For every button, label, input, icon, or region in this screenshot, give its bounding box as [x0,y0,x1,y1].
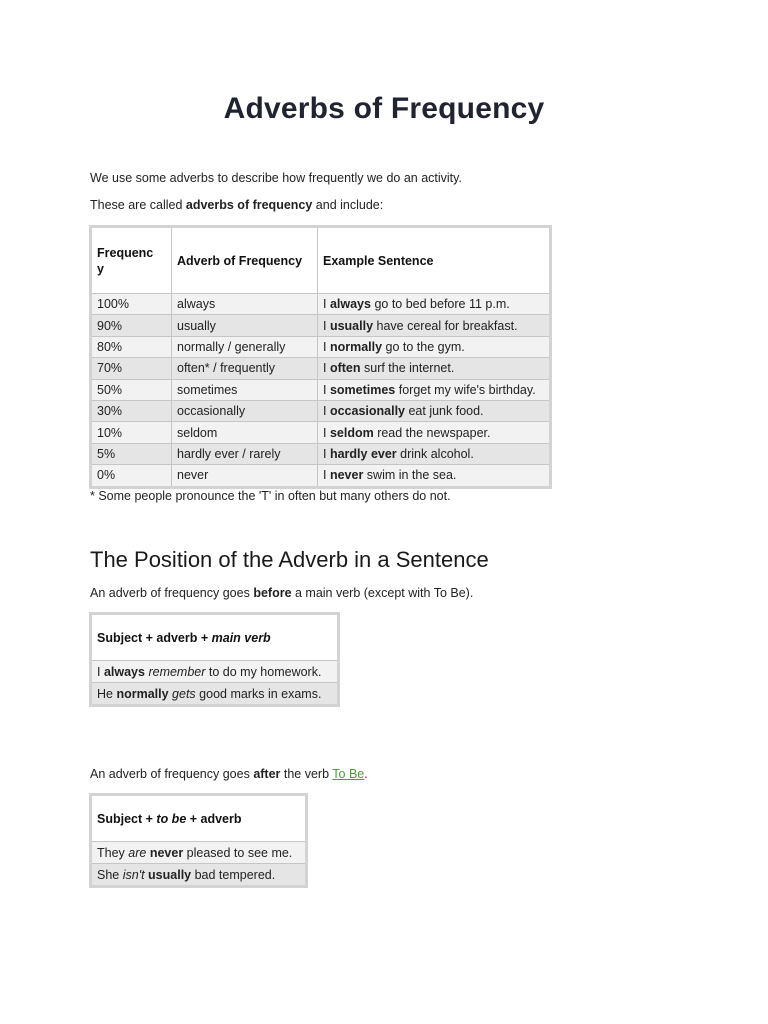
example-cell: I seldom read the newspaper. [318,422,551,443]
after-verb-table-header [91,795,307,842]
before-rule-text: An adverb of frequency goes before a main verb (except with To Be). [90,586,474,600]
example-cell: I occasionally eat junk food. [318,400,551,421]
freq-cell: 0% [91,465,172,487]
freq-cell: 100% [91,294,172,315]
freq-cell: 10% [91,422,172,443]
table-row [91,422,551,443]
table-row [91,400,551,421]
freq-cell: 5% [91,443,172,464]
example-cell: I always go to bed before 11 p.m. [318,294,551,315]
header-adverb: Adverb of Frequency [172,227,318,294]
adverb-cell: sometimes [172,379,318,400]
frequency-table-header [91,227,551,294]
adverb-cell: never [172,465,318,487]
table-row [91,315,551,336]
freq-cell: 80% [91,336,172,357]
table-row [91,358,551,379]
example-cell: She isn't usually bad tempered. [91,864,307,887]
after-verb-table [89,793,308,888]
page-title: Adverbs of Frequency [223,92,545,125]
table-row [91,443,551,464]
intro-line-1: We use some adverbs to describe how frequently we do an activity. [90,171,462,185]
example-cell: I usually have cereal for breakfast. [318,315,551,336]
example-cell: I never swim in the sea. [318,465,551,487]
freq-cell: 30% [91,400,172,421]
example-cell: I sometimes forget my wife's birthday. [318,379,551,400]
adverb-cell: occasionally [172,400,318,421]
freq-cell: 70% [91,358,172,379]
table-row [91,465,551,487]
frequency-table [89,225,552,489]
footnote: * Some people pronounce the 'T' in often but many others do not. [90,489,451,503]
table-row [91,336,551,357]
freq-cell: 50% [91,379,172,400]
intro-line-2: These are called adverbs of frequency and include: [90,198,384,212]
example-cell: I often surf the internet. [318,358,551,379]
before-verb-table-header [91,614,339,661]
adverb-cell: seldom [172,422,318,443]
header-example: Example Sentence [318,227,551,294]
adverb-cell: always [172,294,318,315]
table-row [91,683,339,706]
table-row [91,379,551,400]
adverb-cell: usually [172,315,318,336]
example-cell: They are never pleased to see me. [91,842,307,864]
adverb-cell: hardly ever / rarely [172,443,318,464]
section-heading: The Position of the Adverb in a Sentence [90,547,489,572]
adverb-cell: often* / frequently [172,358,318,379]
after-rule-text: An adverb of frequency goes after the verb To Be. [90,767,368,781]
table-row [91,661,339,683]
table-row [91,294,551,315]
table-row [91,864,307,887]
example-cell: He normally gets good marks in exams. [91,683,339,706]
header-subject-tobe-adverb: Subject + to be + adverb [91,795,307,842]
before-verb-table [89,612,340,707]
header-frequency: Frequency [91,227,172,294]
keyword-adverbs-of-frequency: adverbs of frequency [185,198,313,212]
header-subject-adverb-verb: Subject + adverb + main verb [91,614,339,661]
example-cell: I normally go to the gym. [318,336,551,357]
example-cell: I hardly ever drink alcohol. [318,443,551,464]
table-row [91,842,307,864]
to-be-link[interactable]: To Be [332,767,365,781]
freq-cell: 90% [91,315,172,336]
example-cell: I always remember to do my homework. [91,661,339,683]
adverb-cell: normally / generally [172,336,318,357]
